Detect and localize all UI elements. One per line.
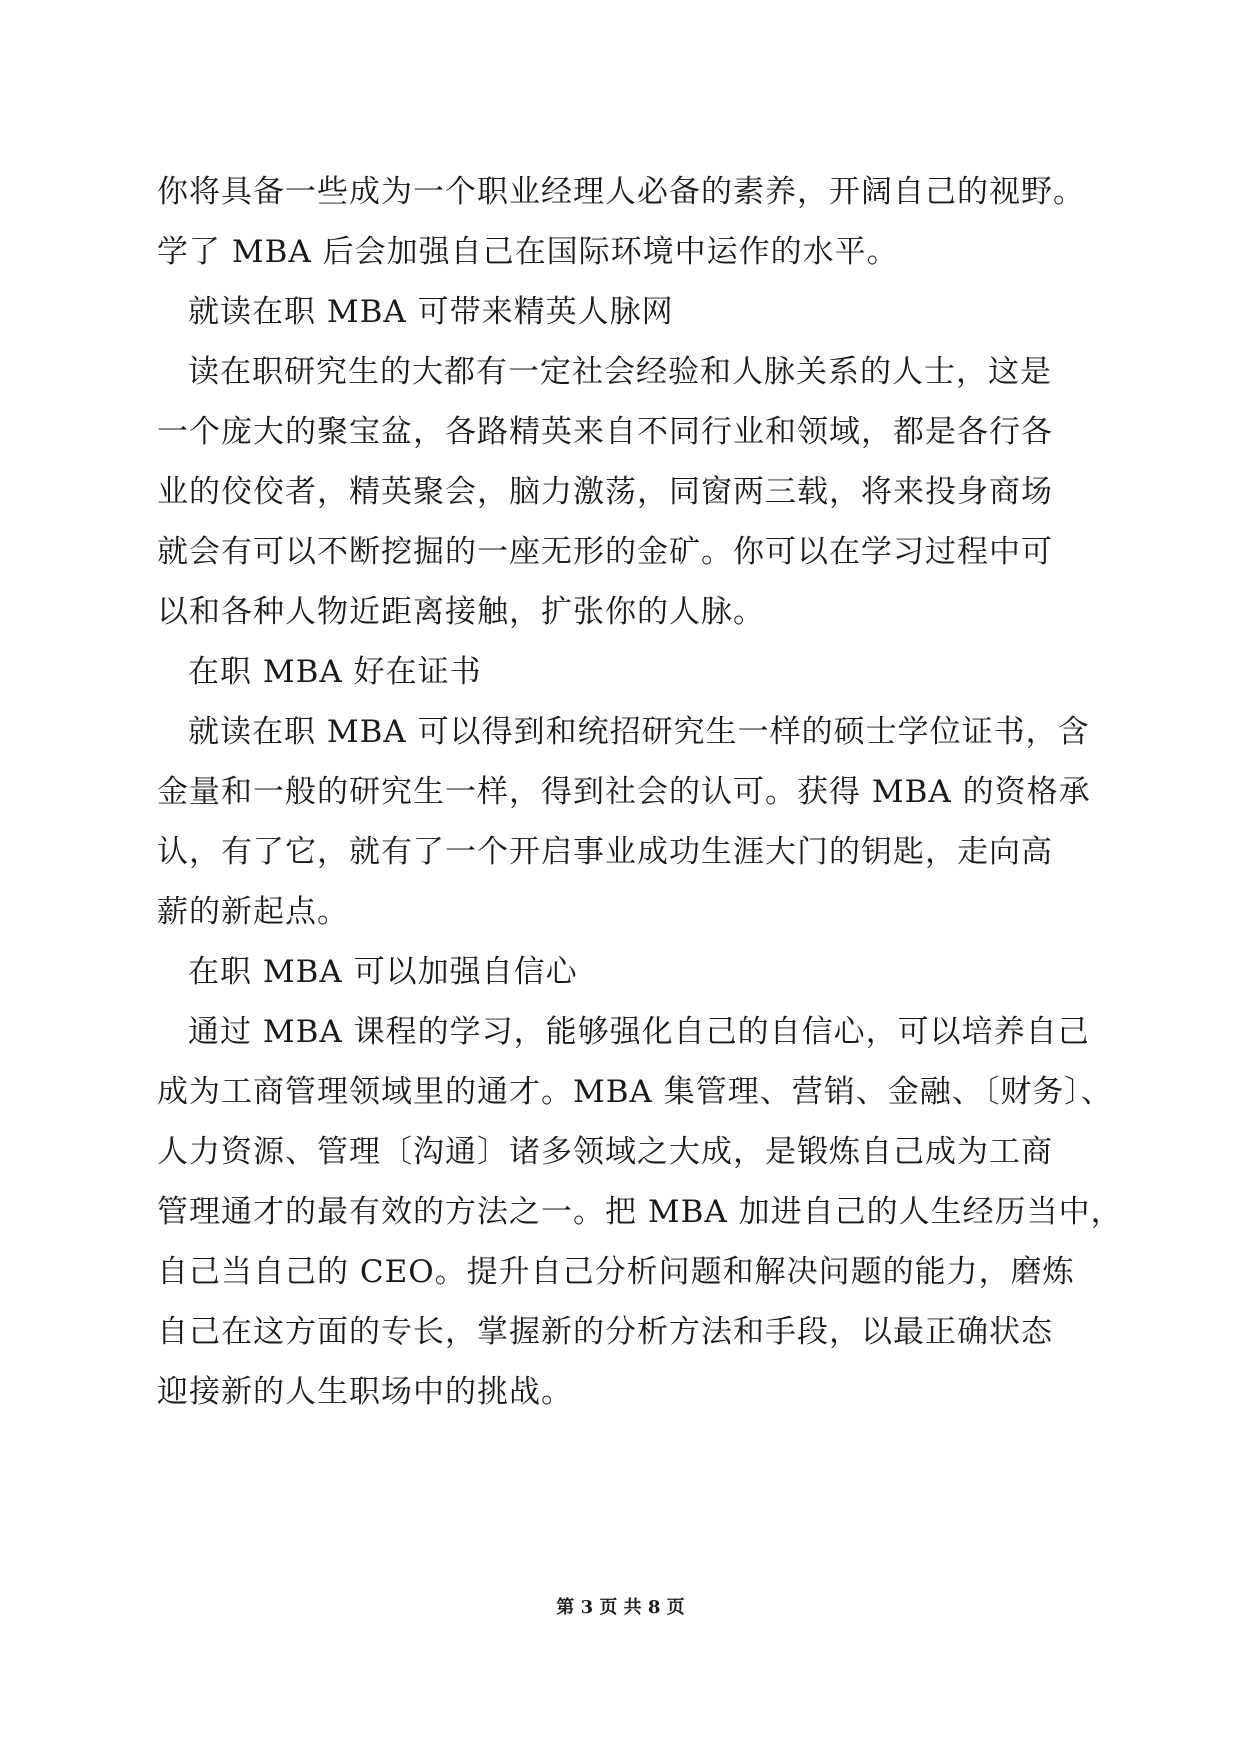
page-footer: 第 3 页 共 8 页 bbox=[556, 1597, 685, 1618]
text-line: 迎接新的人生职场中的挑战。 bbox=[157, 1374, 573, 1410]
text-line: 认，有了它，就有了一个开启事业成功生涯大门的钥匙，走向高 bbox=[157, 834, 1053, 870]
text-line: 读在职研究生的大都有一定社会经验和人脉关系的人士，这是 bbox=[188, 354, 1052, 390]
text-line: 管理通才的最有效的方法之一。把 MBA 加进自己的人生经历当中， bbox=[157, 1194, 1123, 1230]
section-heading: 在职 MBA 可以加强自信心 bbox=[188, 954, 578, 990]
text-line: 通过 MBA 课程的学习，能够强化自己的自信心，可以培养自己 bbox=[188, 1014, 1090, 1050]
text-line: 就读在职 MBA 可以得到和统招研究生一样的硕士学位证书，含 bbox=[188, 714, 1090, 750]
text-line: 你将具备一些成为一个职业经理人必备的素养，开阔自己的视野。 bbox=[157, 174, 1085, 210]
text-line: 自己当自己的 CEO。提升自己分析问题和解决问题的能力，磨炼 bbox=[157, 1254, 1075, 1290]
text-line: 人力资源、管理〔沟通〕诸多领域之大成，是锻炼自己成为工商 bbox=[157, 1134, 1053, 1170]
text-line: 学了 MBA 后会加强自己在国际环境中运作的水平。 bbox=[157, 234, 899, 270]
section-heading: 就读在职 MBA 可带来精英人脉网 bbox=[188, 294, 674, 330]
text-line: 成为工商管理领域里的通才。MBA 集管理、营销、金融、〔财务〕、 bbox=[157, 1074, 1113, 1110]
text-line: 自己在这方面的专长，掌握新的分析方法和手段，以最正确状态 bbox=[157, 1314, 1053, 1350]
section-heading: 在职 MBA 好在证书 bbox=[188, 654, 482, 690]
text-line: 以和各种人物近距离接触，扩张你的人脉。 bbox=[157, 594, 765, 630]
text-line: 金量和一般的研究生一样，得到社会的认可。获得 MBA 的资格承 bbox=[157, 774, 1091, 810]
text-line: 业的佼佼者，精英聚会，脑力激荡，同窗两三载，将来投身商场 bbox=[157, 474, 1053, 510]
text-line: 就会有可以不断挖掘的一座无形的金矿。你可以在学习过程中可 bbox=[157, 534, 1053, 570]
text-line: 一个庞大的聚宝盆，各路精英来自不同行业和领域，都是各行各 bbox=[157, 414, 1053, 450]
text-line: 薪的新起点。 bbox=[157, 894, 349, 930]
